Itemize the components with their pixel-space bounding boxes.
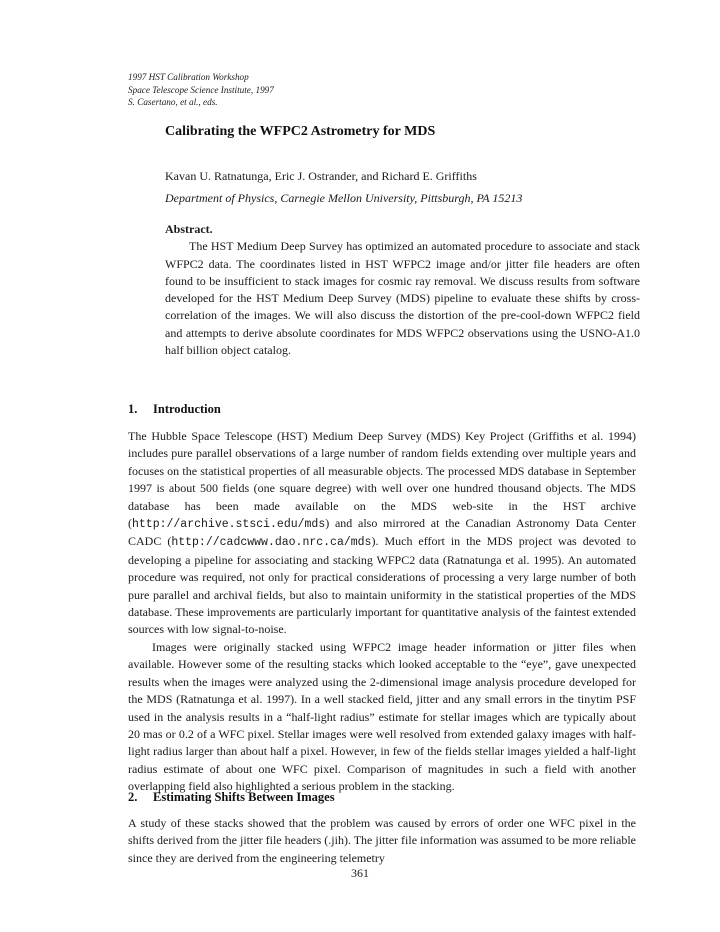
section-heading-estimating-shifts xyxy=(128,789,335,805)
section-title: Introduction xyxy=(153,402,221,416)
paragraph: Images were originally stacked using WFPC2 image header information or jitter files when available. However some of the resulting stacks which looked acceptable to the “eye”, gave unexpected results when the images were analyzed using the 2-dimensional image analysis procedure developed for the MDS (Ratnatunga et al. 1997). In a well stacked field, jitter and any small errors in the tinytim PSF used in the analysis results in a “half-light radius” estimate for stellar images which are typically about 20 mas or 0.2 of a WFC pixel. Stellar images were well resolved from extended galaxy images with half-light radius larger than about half a pixel. However, in few of the fields stellar images yielded a half-light radius estimate of about one WFC pixel. Comparison of magnitudes in such a field with another overlapping field also highlighted a serious problem in the stacking. xyxy=(128,639,636,794)
section-number: 1. xyxy=(128,402,138,416)
text-run: ) and also mirrored at the Canadian Astronomy Data Center CADC ( xyxy=(128,516,636,549)
section-title: Estimating Shifts Between Images xyxy=(153,790,335,804)
cadc-url-link[interactable]: http://cadcwww.dao.nrc.ca/mds xyxy=(171,536,372,550)
introduction-body xyxy=(128,428,636,796)
paragraph xyxy=(128,428,636,639)
header-line-1: 1997 HST Calibration Workshop xyxy=(128,72,249,82)
paper-title: Calibrating the WFPC2 Astrometry for MDS xyxy=(165,124,436,139)
abstract-text: The HST Medium Deep Survey has optimized an automated procedure to associate and stack WFPC2 data. The coordinates listed in HST WFPC2 image and/or jitter file headers are often found to be insufficient to stack images for cosmic ray removal. We discuss results from software developed for the HST Medium Deep Survey (MDS) pipeline to evaluate these shifts by cross-correlation of the images. We will also discuss the distortion of the pre-cool-down WFPC2 field and attempts to derive absolute coordinates for MDS WFPC2 observations using the USNO-A1.0 half billion object catalog. xyxy=(165,239,640,358)
proceedings-header xyxy=(128,71,274,109)
header-line-3: S. Casertano, et al., eds. xyxy=(128,97,218,107)
section-heading-introduction xyxy=(128,401,221,417)
paragraph: A study of these stacks showed that the problem was caused by errors of order one WFC pixel in the shifts derived from the jitter file headers (.jih). The jitter file information was assumed to be more reliable since they are derived from the engineering telemetry xyxy=(128,816,636,865)
text-run: ). Much effort in the MDS project was devoted to developing a pipeline for associating and stacking WFPC2 data (Ratnatunga et al. 1995). An automated procedure was required, not only for practical considerations of processing a very large number of both pure parallel and archival fields, but also to maintain uniformity in the statistical properties of the MDS database. These improvements are particularly important for quantitative analysis of the faintest extended sources with low signal-to-noise. xyxy=(128,534,636,637)
page-number: 361 xyxy=(351,866,369,880)
header-line-2: Space Telescope Science Institute, 1997 xyxy=(128,84,274,95)
abstract-block xyxy=(165,221,640,359)
section-number: 2. xyxy=(128,790,138,804)
estimating-shifts-body xyxy=(128,815,636,867)
archive-url-link[interactable]: http://archive.stsci.edu/mds xyxy=(132,518,326,532)
abstract-label: Abstract. xyxy=(165,222,213,236)
author-list: Kavan U. Ratnatunga, Eric J. Ostrander, and Richard E. Griffiths xyxy=(165,169,477,183)
affiliation: Department of Physics, Carnegie Mellon University, Pittsburgh, PA 15213 xyxy=(165,191,523,205)
text-run: The Hubble Space Telescope (HST) Medium Deep Survey (MDS) Key Project (Griffiths et al. 1994) includes pure parallel observations of a large number of random fields extending over multiple years and focuses on the statistical properties of all measurable objects. The processed MDS database in September 1997 is about 500 fields (one square degree) with well over one hundred thousand objects. The MDS database has been made available on the MDS web-site in the HST archive ( xyxy=(128,429,636,531)
